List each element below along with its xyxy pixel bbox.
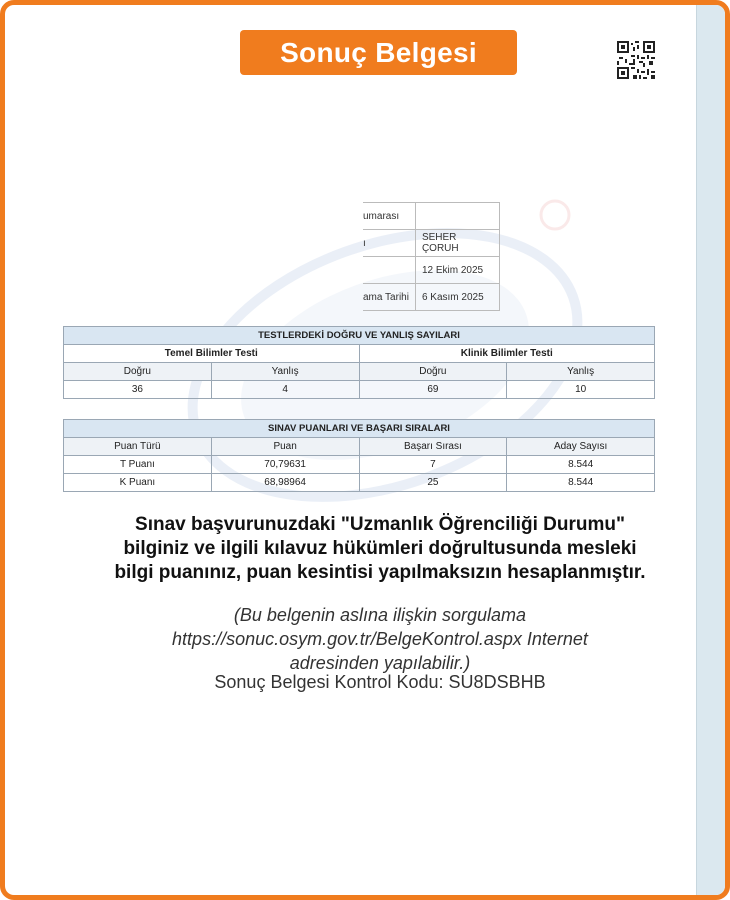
table-cell: 7 bbox=[359, 456, 507, 474]
column-header: Yanlış bbox=[211, 363, 359, 381]
table-row: umarası bbox=[363, 203, 499, 230]
column-header: Yanlış bbox=[507, 363, 655, 381]
table-cell: 69 bbox=[359, 381, 507, 399]
table-row bbox=[64, 474, 655, 492]
column-header: Puan bbox=[211, 438, 359, 456]
column-header: Doğru bbox=[64, 363, 212, 381]
table-title-row bbox=[64, 420, 655, 438]
table-row bbox=[64, 381, 655, 399]
column-header: Aday Sayısı bbox=[507, 438, 655, 456]
verification-url: https://sonuc.osym.gov.tr/BelgeKontrol.aspx Internet bbox=[172, 629, 588, 649]
column-header: Doğru bbox=[359, 363, 507, 381]
table-cell: 4 bbox=[211, 381, 359, 399]
table-cell: 36 bbox=[64, 381, 212, 399]
test-group-clinical: Klinik Bilimler Testi bbox=[359, 345, 655, 363]
scores-ranks-table bbox=[63, 419, 655, 492]
control-code: Sonuç Belgesi Kontrol Kodu: SU8DSBHB bbox=[214, 672, 546, 692]
column-header: Başarı Sırası bbox=[359, 438, 507, 456]
tests-correct-wrong-table bbox=[63, 326, 655, 399]
column-header-row bbox=[64, 363, 655, 381]
table-cell: K Puanı bbox=[64, 474, 212, 492]
candidate-info-table bbox=[363, 202, 500, 311]
table-title-row bbox=[64, 327, 655, 345]
table-row: ama Tarihi 6 Kasım 2025 bbox=[363, 284, 499, 311]
table-row: ı SEHER ÇORUH bbox=[363, 230, 499, 257]
scrollbar-track[interactable] bbox=[696, 5, 725, 895]
table-cell: 68,98964 bbox=[211, 474, 359, 492]
table-title: SINAV PUANLARI VE BAŞARI SIRALARI bbox=[64, 420, 655, 438]
table-cell: 8.544 bbox=[507, 456, 655, 474]
table-cell: T Puanı bbox=[64, 456, 212, 474]
qr-code-icon bbox=[617, 41, 655, 79]
column-header: Puan Türü bbox=[64, 438, 212, 456]
document-title: Sonuç Belgesi bbox=[240, 30, 517, 75]
table-cell: 10 bbox=[507, 381, 655, 399]
table-cell: 25 bbox=[359, 474, 507, 492]
statement-text: Sınav başvurunuzdaki "Uzmanlık Öğrenciliği Durumu" bilginiz ve ilgili kılavuz hükümleri doğrultusunda mesleki bilgi puanınız, puan kesintisi yapılmaksızın hesaplanmıştır. bbox=[114, 514, 646, 583]
test-group-basic: Temel Bilimler Testi bbox=[64, 345, 360, 363]
table-row: 12 Ekim 2025 bbox=[363, 257, 499, 284]
column-header-row bbox=[64, 438, 655, 456]
verification-note: (Bu belgenin aslına ilişkin sorgulama https://sonuc.osym.gov.tr/BelgeKontrol.aspx Internet adresinden yapılabilir.) bbox=[65, 603, 695, 675]
table-title: TESTLERDEKİ DOĞRU VE YANLIŞ SAYILARI bbox=[64, 327, 655, 345]
table-row bbox=[64, 456, 655, 474]
table-cell: 70,79631 bbox=[211, 456, 359, 474]
table-cell: 8.544 bbox=[507, 474, 655, 492]
test-group-row bbox=[64, 345, 655, 363]
